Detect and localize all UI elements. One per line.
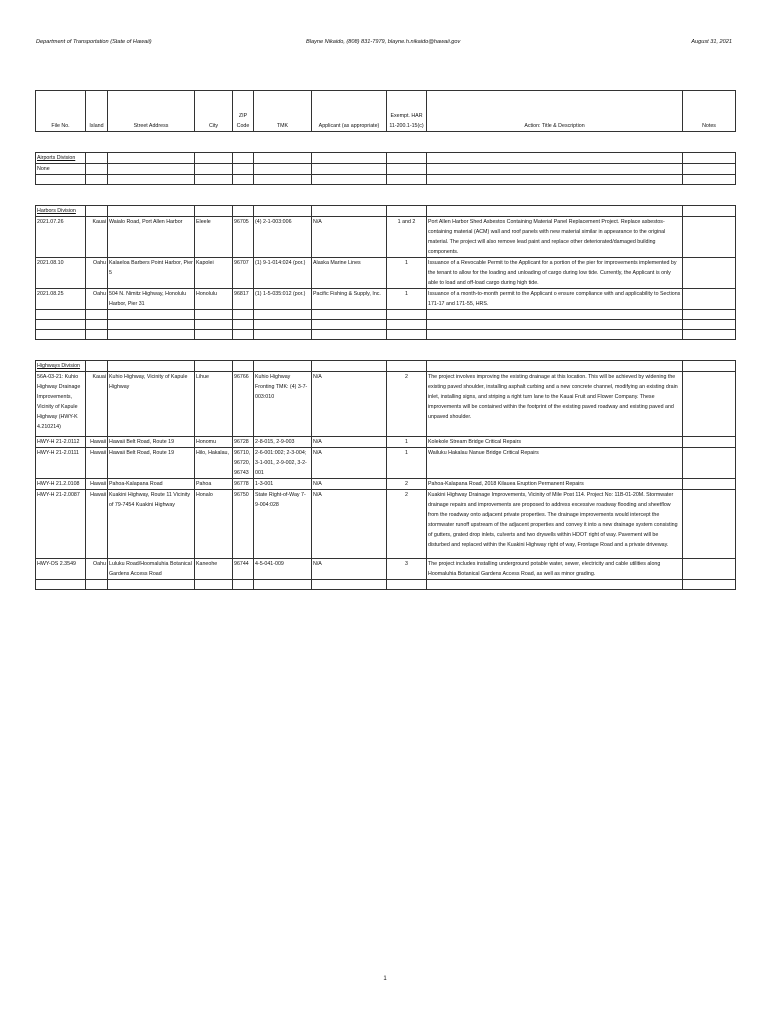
cell-tmk: (1) 1-5-035:012 (por.) xyxy=(254,289,312,310)
col-zip: ZIP Code xyxy=(233,91,254,132)
empty-cell xyxy=(36,175,86,185)
col-applicant: Applicant (as appropriate) xyxy=(312,91,387,132)
spacer-cell xyxy=(36,132,736,153)
cell-island: Hawaii xyxy=(86,479,108,490)
cell-exempt: 1 xyxy=(387,448,427,479)
cell-tmk: 1-3-001 xyxy=(254,479,312,490)
cell-exempt: 2 xyxy=(387,372,427,437)
division-label: Harbors Division xyxy=(36,206,86,217)
cell-applicant: Alaska Marine Lines xyxy=(312,258,387,289)
cell-exempt: 2 xyxy=(387,490,427,559)
col-tmk: TMK xyxy=(254,91,312,132)
cell-zip: 96707 xyxy=(233,258,254,289)
table-row xyxy=(36,437,736,448)
cell-file: 2021.08.10 xyxy=(36,258,86,289)
table-row xyxy=(36,490,736,559)
empty-cell xyxy=(108,164,195,175)
airports-label-row xyxy=(36,153,736,164)
empty-cell xyxy=(233,310,254,320)
spacer-row xyxy=(36,185,736,206)
cell-tmk: (4) 2-1-003:006 xyxy=(254,217,312,258)
cell-zip: 96728 xyxy=(233,437,254,448)
empty-cell xyxy=(233,206,254,217)
empty-cell xyxy=(387,361,427,372)
cell-file: 56A-03-21: Kuhio Highway Drainage Improvements, Vicinity of Kapule Highway (HWY-K 4.210214) xyxy=(36,372,86,437)
cell-island: Oahu xyxy=(86,559,108,580)
empty-cell xyxy=(427,164,683,175)
empty-cell xyxy=(683,164,736,175)
empty-cell xyxy=(195,206,233,217)
empty-cell xyxy=(195,310,233,320)
table-row xyxy=(36,164,736,175)
cell-file: HWY-H 21-2.0112 xyxy=(36,437,86,448)
cell-city: Eleele xyxy=(195,217,233,258)
empty-cell xyxy=(387,206,427,217)
cell-action: Kolekole Stream Bridge Critical Repairs xyxy=(427,437,683,448)
empty-cell xyxy=(387,310,427,320)
highways-label-row xyxy=(36,361,736,372)
cell-applicant: N/A xyxy=(312,372,387,437)
cell-island: Hawaii xyxy=(86,490,108,559)
col-exempt: Exempt. HAR 11-200.1-15(c) xyxy=(387,91,427,132)
cell-exempt: 1 and 2 xyxy=(387,217,427,258)
empty-cell xyxy=(427,580,683,590)
cell-none: None xyxy=(36,164,86,175)
harbors-label-row xyxy=(36,206,736,217)
empty-cell xyxy=(683,175,736,185)
empty-cell xyxy=(254,175,312,185)
empty-cell xyxy=(108,320,195,330)
cell-tmk: Kuhio Highway Fronting TMK: (4) 3-7-003:010 xyxy=(254,372,312,437)
blank-row xyxy=(36,320,736,330)
empty-cell xyxy=(683,361,736,372)
cell-action: The project involves improving the existing drainage at this location. This will be achieved by widening the existing paved shoulder, installing asphalt curbing and a new concrete channel, modifying an existing drain inlet, installing signs, and striping a right turn lane to the Kauai Fruit and Flower Company. These improvements will be contained within the footprint of the existing paved roadway and existing paved and unpaved shoulder. xyxy=(427,372,683,437)
cell-notes xyxy=(683,258,736,289)
empty-cell xyxy=(683,330,736,340)
empty-cell xyxy=(36,310,86,320)
empty-cell xyxy=(427,320,683,330)
empty-cell xyxy=(233,361,254,372)
cell-city: Honolulu xyxy=(195,289,233,310)
cell-action: Port Allen Harbor Shed Asbestos Containing Material Panel Replacement Project. Replace asbestos-containing material (ACM) wall and roof panels with new material similar in appearance to the original material. The project will also remove lead paint and replace other deteriorated/damaged building components. xyxy=(427,217,683,258)
cell-file: HWY-H 21.2.0108 xyxy=(36,479,86,490)
cell-city: Honomu xyxy=(195,437,233,448)
cell-tmk: (1) 9-1-014:024 (por.) xyxy=(254,258,312,289)
empty-cell xyxy=(254,580,312,590)
empty-cell xyxy=(683,580,736,590)
cell-zip: 96710, 96720, 96743 xyxy=(233,448,254,479)
cell-exempt: 3 xyxy=(387,559,427,580)
col-notes: Notes xyxy=(683,91,736,132)
empty-cell xyxy=(195,361,233,372)
empty-cell xyxy=(312,330,387,340)
cell-tmk: 4-5-041-009 xyxy=(254,559,312,580)
cell-tmk: State Right-of-Way 7-9-004:028 xyxy=(254,490,312,559)
cell-action: Issuance of a Revocable Permit to the Applicant for a portion of the pier for improvements implemented by the tenant to allow for the loading and unloading of cargo during low tide. Currently, the Applicant is only able to load and off-load cargo during high tide. xyxy=(427,258,683,289)
table-row xyxy=(36,448,736,479)
table-row xyxy=(36,479,736,490)
cell-zip: 96778 xyxy=(233,479,254,490)
empty-cell xyxy=(254,330,312,340)
cell-street: Luluku Road/Hoomaluhia Botanical Gardens Access Road xyxy=(108,559,195,580)
empty-cell xyxy=(387,175,427,185)
cell-city: Kapolei xyxy=(195,258,233,289)
empty-cell xyxy=(427,310,683,320)
empty-cell xyxy=(312,320,387,330)
empty-cell xyxy=(427,153,683,164)
cell-zip: 96817 xyxy=(233,289,254,310)
empty-cell xyxy=(254,361,312,372)
cell-zip: 96750 xyxy=(233,490,254,559)
empty-cell xyxy=(387,580,427,590)
spacer-row xyxy=(36,340,736,361)
empty-cell xyxy=(427,361,683,372)
cell-street: Pahoa-Kalapana Road xyxy=(108,479,195,490)
empty-cell xyxy=(683,153,736,164)
empty-cell xyxy=(387,330,427,340)
empty-cell xyxy=(312,206,387,217)
header-row xyxy=(36,91,736,132)
cell-file: HWY-H 21-2.0087 xyxy=(36,490,86,559)
empty-cell xyxy=(36,580,86,590)
table-row xyxy=(36,258,736,289)
cell-notes xyxy=(683,289,736,310)
cell-file: 2021.07.26 xyxy=(36,217,86,258)
cell-applicant: N/A xyxy=(312,490,387,559)
empty-cell xyxy=(312,175,387,185)
cell-applicant: N/A xyxy=(312,479,387,490)
cell-action: Wailuku Hakalau Nanue Bridge Critical Repairs xyxy=(427,448,683,479)
header-date: August 31, 2021 xyxy=(691,39,732,45)
cell-street: Kuakini Highway, Route 11 Vicinity of 79-7454 Kuakini Highway xyxy=(108,490,195,559)
blank-row xyxy=(36,580,736,590)
cell-notes xyxy=(683,372,736,437)
empty-cell xyxy=(312,361,387,372)
cell-applicant: N/A xyxy=(312,437,387,448)
col-street: Street Address xyxy=(108,91,195,132)
cell-notes xyxy=(683,437,736,448)
cell-street: Kalaeloa Barbers Point Harbor, Pier 5 xyxy=(108,258,195,289)
table-row xyxy=(36,289,736,310)
cell-zip: 96744 xyxy=(233,559,254,580)
empty-cell xyxy=(195,580,233,590)
cell-island: Hawaii xyxy=(86,437,108,448)
cell-notes xyxy=(683,448,736,479)
cell-city: Pahoa xyxy=(195,479,233,490)
division-label: Highways Division xyxy=(36,361,86,372)
empty-cell xyxy=(233,320,254,330)
cell-city: Kaneohe xyxy=(195,559,233,580)
empty-cell xyxy=(427,175,683,185)
empty-cell xyxy=(387,320,427,330)
empty-cell xyxy=(683,320,736,330)
cell-street: Kuhio Highway, Vicinity of Kapule Highway xyxy=(108,372,195,437)
cell-notes xyxy=(683,479,736,490)
empty-cell xyxy=(427,330,683,340)
cell-file: HWY-H 21-2.0111 xyxy=(36,448,86,479)
empty-cell xyxy=(387,153,427,164)
cell-island: Hawaii xyxy=(86,448,108,479)
empty-cell xyxy=(254,206,312,217)
header-department: Department of Transportation (State of Hawaii) xyxy=(36,39,152,45)
cell-file: 2021.08.25 xyxy=(36,289,86,310)
col-island: Island xyxy=(86,91,108,132)
cell-city: Lihue xyxy=(195,372,233,437)
cell-exempt: 1 xyxy=(387,258,427,289)
empty-cell xyxy=(683,206,736,217)
empty-cell xyxy=(36,330,86,340)
cell-action: Issuance of a month-to-month permit to the Applicant o ensure compliance with and applicability to Sections 171-17 and 171-55, HRS. xyxy=(427,289,683,310)
page-number: 1 xyxy=(383,976,387,982)
cell-exempt: 1 xyxy=(387,437,427,448)
empty-cell xyxy=(108,330,195,340)
cell-island: Oahu xyxy=(86,258,108,289)
empty-cell xyxy=(427,206,683,217)
spacer-row xyxy=(36,132,736,153)
empty-cell xyxy=(233,164,254,175)
cell-zip: 96705 xyxy=(233,217,254,258)
empty-cell xyxy=(86,330,108,340)
empty-cell xyxy=(312,580,387,590)
table-body xyxy=(36,132,736,590)
empty-cell xyxy=(195,175,233,185)
spacer-cell xyxy=(36,185,736,206)
empty-cell xyxy=(86,175,108,185)
cell-action: Pahoa-Kalapana Road, 2018 Kilauea Eruption Permanent Repairs xyxy=(427,479,683,490)
empty-cell xyxy=(195,153,233,164)
table-row xyxy=(36,559,736,580)
empty-cell xyxy=(108,206,195,217)
empty-cell xyxy=(233,580,254,590)
spacer-cell xyxy=(36,340,736,361)
empty-cell xyxy=(86,320,108,330)
empty-cell xyxy=(233,330,254,340)
empty-cell xyxy=(108,310,195,320)
empty-cell xyxy=(36,320,86,330)
empty-cell xyxy=(86,153,108,164)
col-city: City xyxy=(195,91,233,132)
empty-cell xyxy=(312,153,387,164)
table-row xyxy=(36,372,736,437)
empty-cell xyxy=(254,310,312,320)
empty-cell xyxy=(254,164,312,175)
blank-row xyxy=(36,330,736,340)
cell-city: Hilo, Hakalau, xyxy=(195,448,233,479)
empty-cell xyxy=(254,320,312,330)
cell-street: 504 N. Nimitz Highway, Honolulu Harbor, Pier 31 xyxy=(108,289,195,310)
empty-cell xyxy=(108,361,195,372)
cell-tmk: 2-8-015, 2-9-003 xyxy=(254,437,312,448)
empty-cell xyxy=(312,310,387,320)
cell-exempt: 2 xyxy=(387,479,427,490)
empty-cell xyxy=(387,164,427,175)
empty-cell xyxy=(233,153,254,164)
empty-cell xyxy=(233,175,254,185)
header-contact: Blayne Nikaido, (808) 831-7979, blayne.h.nikaido@hawaii.gov xyxy=(306,39,461,45)
cell-island: Kauai xyxy=(86,372,108,437)
empty-cell xyxy=(108,580,195,590)
cell-tmk: 2-6-001:002; 2-3-004; 3-1-001, 2-9-002, 3-2-001 xyxy=(254,448,312,479)
cell-notes xyxy=(683,490,736,559)
cell-applicant: Pacific Fishing & Supply, Inc. xyxy=(312,289,387,310)
empty-cell xyxy=(195,164,233,175)
cell-island: Oahu xyxy=(86,289,108,310)
blank-row xyxy=(36,175,736,185)
empty-cell xyxy=(86,361,108,372)
cell-notes xyxy=(683,559,736,580)
cell-street: Hawaii Belt Road, Route 19 xyxy=(108,448,195,479)
cell-exempt: 1 xyxy=(387,289,427,310)
cell-applicant: N/A xyxy=(312,217,387,258)
cell-action: Kuakini Highway Drainage Improvements, Vicinity of Mile Post 114. Project No: 11B-01-20M. Stormwater drainage repairs and improvements are proposed to address excessive roadway flooding and sheetflow from the roadway onto adjacent private properties. The drainage improvements would intercept the stormwater runoff upstream of the adjacent properties and convey it into a new drainage system consisting of gutters, grated drop inlets, culverts and two drywells within HDOT right of way. Pavement will be disturbed and replaced within the Kuakini Highway right of way, Frontage Road and a private driveway. xyxy=(427,490,683,559)
cell-applicant: N/A xyxy=(312,559,387,580)
col-file-no: File No. xyxy=(36,91,86,132)
blank-row xyxy=(36,310,736,320)
empty-cell xyxy=(683,310,736,320)
table-row xyxy=(36,217,736,258)
cell-zip: 96766 xyxy=(233,372,254,437)
exemption-table xyxy=(35,90,736,590)
empty-cell xyxy=(86,580,108,590)
empty-cell xyxy=(86,206,108,217)
cell-street: Waialo Road, Port Allen Harbor xyxy=(108,217,195,258)
empty-cell xyxy=(86,164,108,175)
empty-cell xyxy=(254,153,312,164)
empty-cell xyxy=(195,320,233,330)
cell-city: Honalo xyxy=(195,490,233,559)
empty-cell xyxy=(312,164,387,175)
cell-file: HWY-OS 2.3549 xyxy=(36,559,86,580)
division-label: Airports Division xyxy=(36,153,86,164)
col-action: Action: Title & Description xyxy=(427,91,683,132)
cell-island: Kauai xyxy=(86,217,108,258)
cell-street: Hawaii Belt Road, Route 19 xyxy=(108,437,195,448)
cell-action: The project includes installing underground potable water, sewer, electricity and cable utilities along Hoomaluhia Botanical Gardens Access Road, as well as minor grading. xyxy=(427,559,683,580)
empty-cell xyxy=(195,330,233,340)
cell-applicant: N/A xyxy=(312,448,387,479)
empty-cell xyxy=(86,310,108,320)
empty-cell xyxy=(108,175,195,185)
cell-notes xyxy=(683,217,736,258)
empty-cell xyxy=(108,153,195,164)
